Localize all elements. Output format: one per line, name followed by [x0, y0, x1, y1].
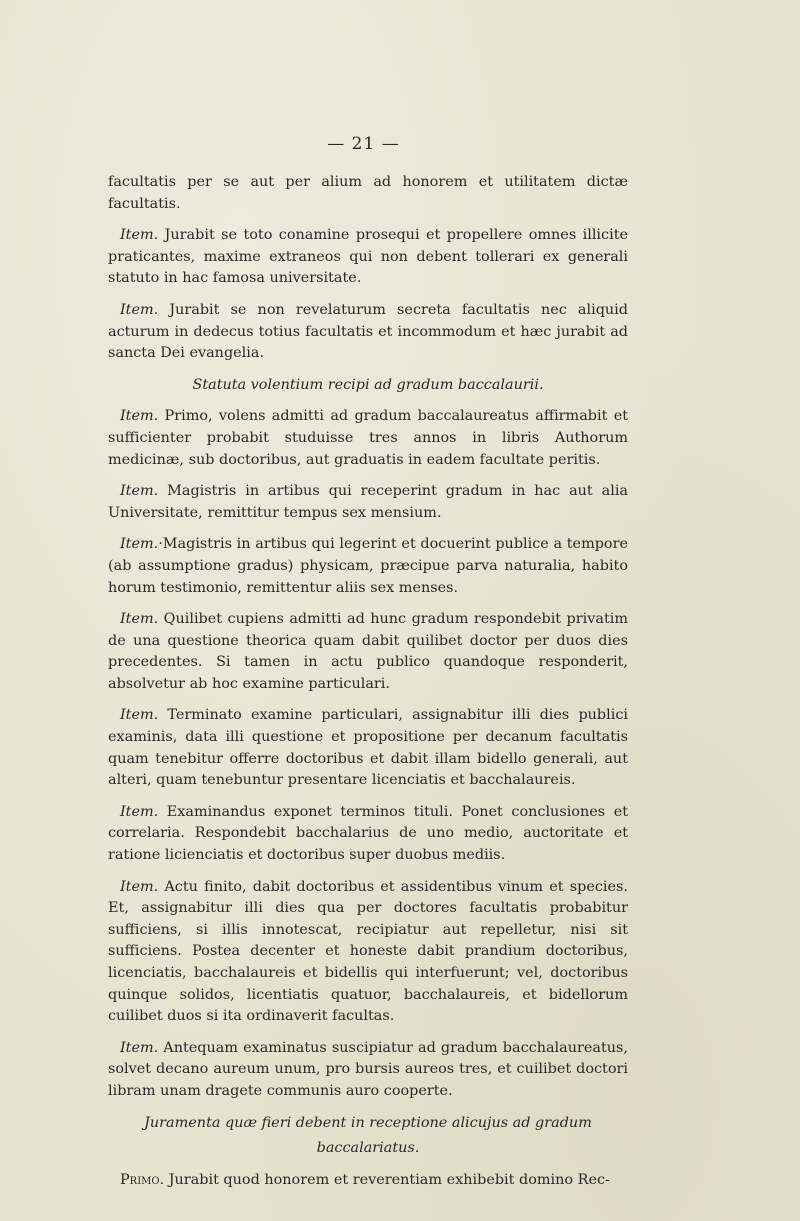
paragraph-lead: Item. [120, 483, 159, 500]
paragraph-lead: Item. [120, 707, 159, 724]
paragraph-text: Terminato examine particulari, assignabitur illi dies publici examinis, data illi questione et propositione per decanum facultatis quam tenebitur offerre doctoribus et dabit illam bidello generali, aut alteri, quam tenebuntur presentare licenciatis et bacchalaureis. [108, 707, 628, 789]
paragraph [108, 225, 628, 290]
paragraph [108, 172, 628, 215]
paragraph [108, 534, 628, 599]
paragraph [108, 877, 628, 1028]
paragraph-text: Jurabit se toto conamine prosequi et propellere omnes illicite praticantes, maxime extraneos qui non debent tollerari ex generali statuto in hac famosa universitate. [108, 227, 628, 287]
paragraph-text: Primo, volens admitti ad gradum baccalaureatus affirmabit et sufficienter probabit studuisse tres annos in libris Authorum medicinæ, sub doctoribus, aut graduatis in eadem facultate peritis. [108, 408, 628, 468]
paragraph-text: Magistris in artibus qui receperint gradum in hac aut alia Universitate, remittitur tempus sex mensium. [108, 483, 628, 521]
section-heading-line2: baccalariatus. [316, 1140, 420, 1157]
paragraph-lead: Item. [120, 301, 159, 318]
paragraph-lead: Item. [120, 536, 159, 553]
paragraph-text: Antequam examinatus suscipiatur ad gradum bacchalaureatus, solvet decano aureum unum, pro bursis aureos tres, et cuilibet doctori libram unam dragete communis auro cooperte. [108, 1039, 628, 1099]
paragraph-text: ·Magistris in artibus qui legerint et docuerint publice a tempore (ab assumptione gradus) physicam, præcipue parva naturalia, habito horum testimonio, remittentur aliis sex menses. [108, 536, 628, 596]
paragraph [108, 802, 628, 867]
paragraph-text: facultatis per se aut per alium ad honorem et utilitatem dictæ facultatis. [108, 174, 628, 212]
paragraph-lead: Item. [120, 803, 159, 820]
paragraph [108, 705, 628, 791]
paragraph [108, 1038, 628, 1103]
paragraph-text: Jurabit se non revelaturum secreta facultatis nec aliquid acturum in dedecus totius facultatis et incommodum et hæc jurabit ad sancta Dei evangelia. [108, 301, 628, 362]
paragraph-text: Quilibet cupiens admitti ad hunc gradum respondebit privatim de una questione theorica quam dabit quilibet doctor per duos dies precedentes. Si tamen in actu publico quandoque responderit, absolvetur ab hoc examine particulari. [108, 611, 628, 692]
paragraph-lead: Item. [120, 611, 159, 628]
paragraph [108, 300, 628, 365]
paragraph-text: Jurabit quod honorem et reverentiam exhibebit domino Rec- [164, 1171, 610, 1188]
paragraph-lead: Primo. [120, 1171, 165, 1188]
paragraph [108, 481, 628, 524]
paragraph [108, 609, 628, 695]
page-number: — 21 — [327, 134, 400, 154]
paragraph-text: Examinandus exponet terminos tituli. Ponet conclusiones et correlaria. Respondebit bacchalarius de uno medio, auctoritate et ratione licienciatis et doctoribus super duobus mediis. [108, 803, 628, 864]
paragraph-text: Actu finito, dabit doctoribus et assidentibus vinum et species. Et, assignabitur illi dies qua per doctores facultatis probabitur sufficiens, si illis innotescat, recipiatur aut repelletur, nisi sit sufficiens. Postea decenter et honeste dabit prandium doctoribus, licenciatis, bacchalaureis et bidellis qui interfuerunt; vel, doctoribus quinque solidos, licentiatis quatuor, bacchalaureis, et bidellorum cuilibet duos si ita ordinaverit facultas. [108, 878, 628, 1025]
paragraph [108, 1170, 628, 1192]
section-heading: Statuta volentium recipi ad gradum baccalaurii. [192, 376, 544, 393]
paragraph-lead: Item. [120, 1039, 159, 1056]
text-block [108, 172, 628, 1201]
paragraph-lead: Item. [120, 227, 159, 244]
paragraph [108, 406, 628, 471]
paragraph-lead: Item. [120, 878, 159, 895]
section-heading-line1: Juramenta quæ fieri debent in receptione alicujus ad gradum [144, 1114, 592, 1131]
paragraph-lead: Item. [120, 408, 159, 425]
